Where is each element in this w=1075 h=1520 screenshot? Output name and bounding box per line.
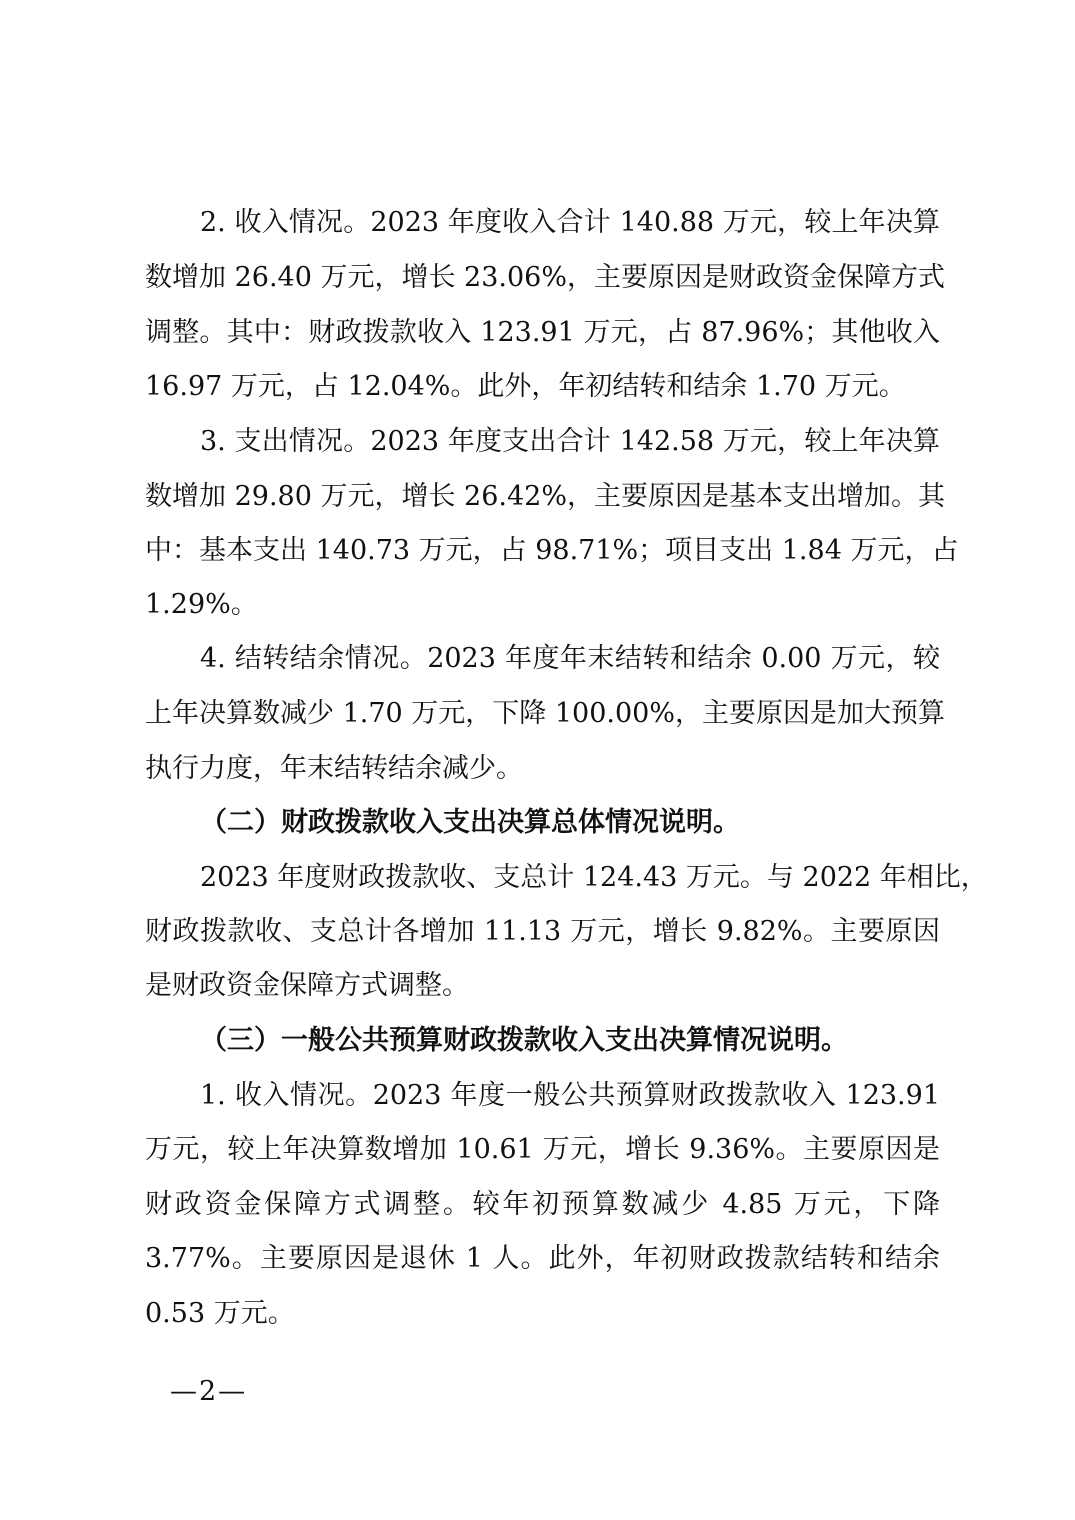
- fiscal-total-line-2: 财政拨款收、支总计各增加 11.13 万元，增长 9.82%。主要原因: [145, 916, 940, 947]
- fiscal-total-line-3: 是财政资金保障方式调整。: [145, 970, 469, 1001]
- general-income-line-3: 财政资金保障方式调整。较年初预算数减少 4.85 万元，下降: [145, 1189, 940, 1220]
- fiscal-total-line-1: 2023 年度财政拨款收、支总计 124.43 万元。与 2022 年相比，: [200, 862, 988, 893]
- expenditure-line-4: 1.29%。: [145, 589, 258, 620]
- income-line-3: 调整。其中：财政拨款收入 123.91 万元，占 87.96%；其他收入: [145, 317, 940, 348]
- general-income-line-1: 1. 收入情况。2023 年度一般公共预算财政拨款收入 123.91: [200, 1080, 940, 1111]
- carryover-line-1: 4. 结转结余情况。2023 年度年末结转和结余 0.00 万元，较: [200, 643, 940, 674]
- expenditure-line-2: 数增加 29.80 万元，增长 26.42%，主要原因是基本支出增加。其: [145, 481, 945, 512]
- expenditure-line-3: 中：基本支出 140.73 万元，占 98.71%；项目支出 1.84 万元，占: [145, 535, 959, 566]
- general-income-line-5: 0.53 万元。: [145, 1298, 295, 1329]
- expenditure-line-1: 3. 支出情况。2023 年度支出合计 142.58 万元，较上年决算: [200, 426, 940, 457]
- page-number: —2—: [170, 1376, 248, 1407]
- general-income-line-2: 万元，较上年决算数增加 10.61 万元，增长 9.36%。主要原因是: [145, 1134, 940, 1165]
- income-line-1: 2. 收入情况。2023 年度收入合计 140.88 万元，较上年决算: [200, 207, 940, 238]
- carryover-line-2: 上年决算数减少 1.70 万元，下降 100.00%，主要原因是加大预算: [145, 698, 945, 729]
- carryover-line-3: 执行力度，年末结转结余减少。: [145, 753, 523, 784]
- income-line-2: 数增加 26.40 万元，增长 23.06%，主要原因是财政资金保障方式: [145, 262, 945, 293]
- income-line-4: 16.97 万元，占 12.04%。此外，年初结转和结余 1.70 万元。: [145, 371, 906, 402]
- section-two-heading: （二）财政拨款收入支出决算总体情况说明。: [200, 807, 740, 838]
- general-income-line-4: 3.77%。主要原因是退休 1 人。此外，年初财政拨款结转和结余: [145, 1243, 940, 1274]
- section-three-heading: （三）一般公共预算财政拨款收入支出决算情况说明。: [200, 1025, 848, 1056]
